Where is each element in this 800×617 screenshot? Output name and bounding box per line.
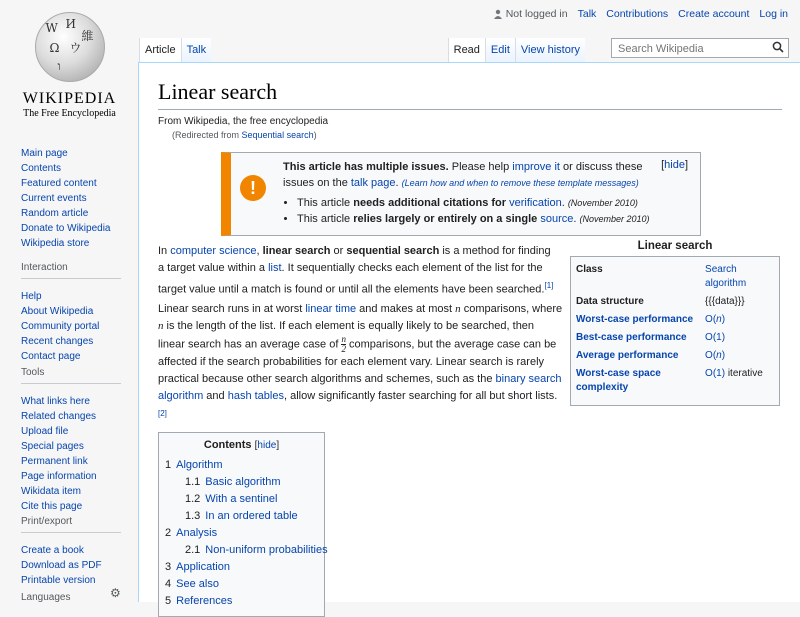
- talk-link[interactable]: Talk: [577, 8, 597, 20]
- sidebar-item-cite[interactable]: Cite this page: [21, 501, 83, 512]
- reference-1[interactable]: [1]: [544, 281, 554, 290]
- infobox-value-link[interactable]: O(n): [705, 350, 726, 361]
- toc-header: Contents [hide]: [203, 439, 280, 451]
- paragraph-intro: In computer science, linear search or sequential search is a method for finding a target value within a list. It sequentially checks each element of the list for the target value until a match is found or until all the elements have been searched.[1]: [158, 245, 554, 296]
- sidebar-print: [21, 516, 121, 588]
- not-logged-in: Not logged in: [493, 8, 568, 20]
- issues-hide-toggle[interactable]: [hide]: [661, 159, 688, 171]
- sidebar-item-help[interactable]: Help: [21, 291, 42, 302]
- infobox-value-link[interactable]: Search algorithm: [705, 264, 747, 289]
- sidebar-heading-languages: Languages: [21, 592, 71, 603]
- tab-read[interactable]: Read: [448, 38, 485, 62]
- infobox-value-link[interactable]: O(1): [705, 332, 726, 343]
- reference-2[interactable]: [2]: [158, 409, 167, 418]
- sidebar-heading-print: Print/export: [21, 516, 73, 527]
- infobox-key-link[interactable]: Best-case performance: [576, 332, 687, 343]
- toc-item[interactable]: 4 See also: [165, 578, 219, 590]
- toc-item[interactable]: 3 Application: [165, 561, 230, 573]
- divider: [21, 278, 121, 279]
- infobox-table: [570, 256, 780, 406]
- search-input[interactable]: [616, 42, 770, 56]
- tagline: The Free Encyclopedia: [23, 108, 116, 119]
- namespace-tabs: [139, 38, 211, 62]
- issues-text: This article has multiple issues. Please help improve it or discuss these issues on the talk page. (Learn how and when to remove these template messages) • This article needs additional citations for verification. (November 2010) • This article relies largely or entirely on a single source. (November 2010): [283, 159, 668, 227]
- sidebar-item-upload-file[interactable]: Upload file: [21, 426, 69, 437]
- globe-icon: W И 維 Ω ウ ו: [35, 12, 105, 82]
- user-icon: [493, 9, 503, 19]
- warning-icon: !: [240, 175, 266, 201]
- toc-item[interactable]: 5 References: [165, 595, 233, 607]
- create-account-link[interactable]: Create account: [678, 8, 750, 20]
- talk-page-link[interactable]: talk page: [350, 177, 396, 189]
- infobox-row: Data structure {{{data}}}: [576, 296, 745, 307]
- toc-item[interactable]: 1 Algorithm: [165, 459, 223, 471]
- infobox-value-link[interactable]: O(n): [705, 314, 726, 325]
- toc-hide-toggle[interactable]: hide: [257, 440, 277, 451]
- divider: [21, 383, 121, 384]
- sidebar-item-related-changes[interactable]: Related changes: [21, 411, 97, 422]
- redirect-notice: (Redirected from Sequential search): [172, 130, 317, 140]
- contributions-link[interactable]: Contributions: [606, 8, 669, 20]
- divider: [21, 532, 121, 533]
- infobox: [570, 240, 780, 406]
- sidebar-item-main-page[interactable]: Main page: [21, 148, 68, 159]
- linear-time-link[interactable]: linear time: [305, 303, 357, 315]
- list-item: • This article relies largely or entirely on a single source. (November 2010): [297, 211, 668, 227]
- page-title: Linear search: [158, 79, 278, 104]
- infobox-row: [576, 331, 774, 345]
- sidebar-item-contact[interactable]: Contact page: [21, 351, 81, 362]
- sidebar-item-special-pages[interactable]: Special pages: [21, 441, 84, 452]
- sidebar-item-wikidata-item[interactable]: Wikidata item: [21, 486, 82, 497]
- sidebar-item-contents[interactable]: Contents: [21, 163, 62, 174]
- toc-item[interactable]: 2.1 Non-uniform probabilities: [185, 544, 328, 556]
- binary-search-link[interactable]: binary search algorithm: [158, 373, 562, 402]
- hash-tables-link[interactable]: hash tables: [227, 390, 284, 402]
- sidebar-item-recent-changes[interactable]: Recent changes: [21, 336, 94, 347]
- infobox-key-link[interactable]: Worst-case space complexity: [576, 368, 661, 393]
- sidebar-languages: [21, 592, 71, 603]
- list-item: • This article needs additional citations for verification. (November 2010): [297, 195, 668, 211]
- issues-list: [283, 195, 668, 227]
- sidebar-tools: [21, 367, 121, 514]
- computer-science-link[interactable]: computer science: [170, 245, 257, 257]
- log-in-link[interactable]: Log in: [759, 8, 788, 20]
- sidebar-interaction: [21, 262, 121, 364]
- infobox-row: [576, 349, 774, 363]
- sidebar-item-what-links-here[interactable]: What links here: [21, 396, 90, 407]
- infobox-key-link[interactable]: Average performance: [576, 350, 679, 361]
- sidebar-heading-interaction: Interaction: [21, 262, 68, 273]
- infobox-key-link[interactable]: Worst-case performance: [576, 314, 694, 325]
- sidebar-heading-tools: Tools: [21, 367, 45, 378]
- sidebar-item-random-article[interactable]: Random article: [21, 208, 89, 219]
- view-tabs: [448, 38, 585, 62]
- tab-edit[interactable]: Edit: [485, 38, 515, 62]
- learn-how-link[interactable]: (Learn how and when to remove these template messages): [401, 178, 639, 188]
- search-box: [611, 38, 789, 58]
- sidebar-item-create-book[interactable]: Create a book: [21, 545, 84, 556]
- sidebar-item-store[interactable]: Wikipedia store: [21, 238, 90, 249]
- toc-item[interactable]: 1.3 In an ordered table: [185, 510, 298, 522]
- redirect-link[interactable]: Sequential search: [241, 130, 314, 140]
- search-icon[interactable]: [772, 41, 784, 56]
- tab-view-history[interactable]: View history: [515, 38, 585, 62]
- divider: [158, 109, 782, 110]
- sidebar-item-permanent-link[interactable]: Permanent link: [21, 456, 88, 467]
- tab-talk[interactable]: Talk: [181, 38, 212, 62]
- gear-icon[interactable]: ⚙: [110, 586, 121, 600]
- tab-article[interactable]: Article: [139, 38, 181, 62]
- sidebar-item-download-pdf[interactable]: Download as PDF: [21, 560, 102, 571]
- fraction: $\frac{n}{2}$: [341, 334, 346, 354]
- table-of-contents: [158, 432, 328, 617]
- sidebar-item-community-portal[interactable]: Community portal: [21, 321, 100, 332]
- sidebar-item-current-events[interactable]: Current events: [21, 193, 87, 204]
- main-content: [138, 62, 800, 607]
- issues-box: [221, 152, 701, 236]
- infobox-row: [576, 313, 774, 327]
- toc-item[interactable]: 2 Analysis: [165, 527, 218, 539]
- sidebar-item-donate[interactable]: Donate to Wikipedia: [21, 223, 111, 234]
- paragraph-complexity: Linear search runs in at worst linear time and makes at most n comparisons, where n is the length of the list. If each element is equally likely to be searched, then linear search has an average case of $\frac{n}{2}$ comparisons, but the average case can be affected if the search probabilities for each element vary. Linear search is rarely practical because other search algorithms and schemes, such as the binary search algorithm and hash tables, allow significantly faster searching for all but short lists.[2]: [158, 303, 563, 418]
- infobox-caption: Linear search: [637, 240, 713, 252]
- list-link[interactable]: list: [268, 262, 282, 274]
- sidebar-item-printable[interactable]: Printable version: [21, 575, 96, 586]
- personal-tools: [493, 8, 788, 20]
- wordmark: WIKIPEDIA: [22, 90, 117, 107]
- verification-link[interactable]: verification: [509, 197, 562, 209]
- toc-item[interactable]: 1.1 Basic algorithm: [185, 476, 281, 488]
- sidebar-navigation: [21, 146, 111, 251]
- wikipedia-logo[interactable]: [12, 10, 127, 122]
- infobox-row: [576, 367, 774, 395]
- infobox-row: Class Search algorithm: [576, 263, 774, 291]
- sidebar-item-page-information[interactable]: Page information: [21, 471, 97, 482]
- improve-link[interactable]: improve it: [512, 161, 560, 173]
- infobox-value: O(1) iterative: [705, 368, 763, 379]
- sidebar-item-featured-content[interactable]: Featured content: [21, 178, 97, 189]
- source-link[interactable]: source: [540, 213, 574, 225]
- site-sub: From Wikipedia, the free encyclopedia: [158, 116, 329, 127]
- toc-item[interactable]: 1.2 With a sentinel: [185, 493, 278, 505]
- sidebar-item-about[interactable]: About Wikipedia: [21, 306, 94, 317]
